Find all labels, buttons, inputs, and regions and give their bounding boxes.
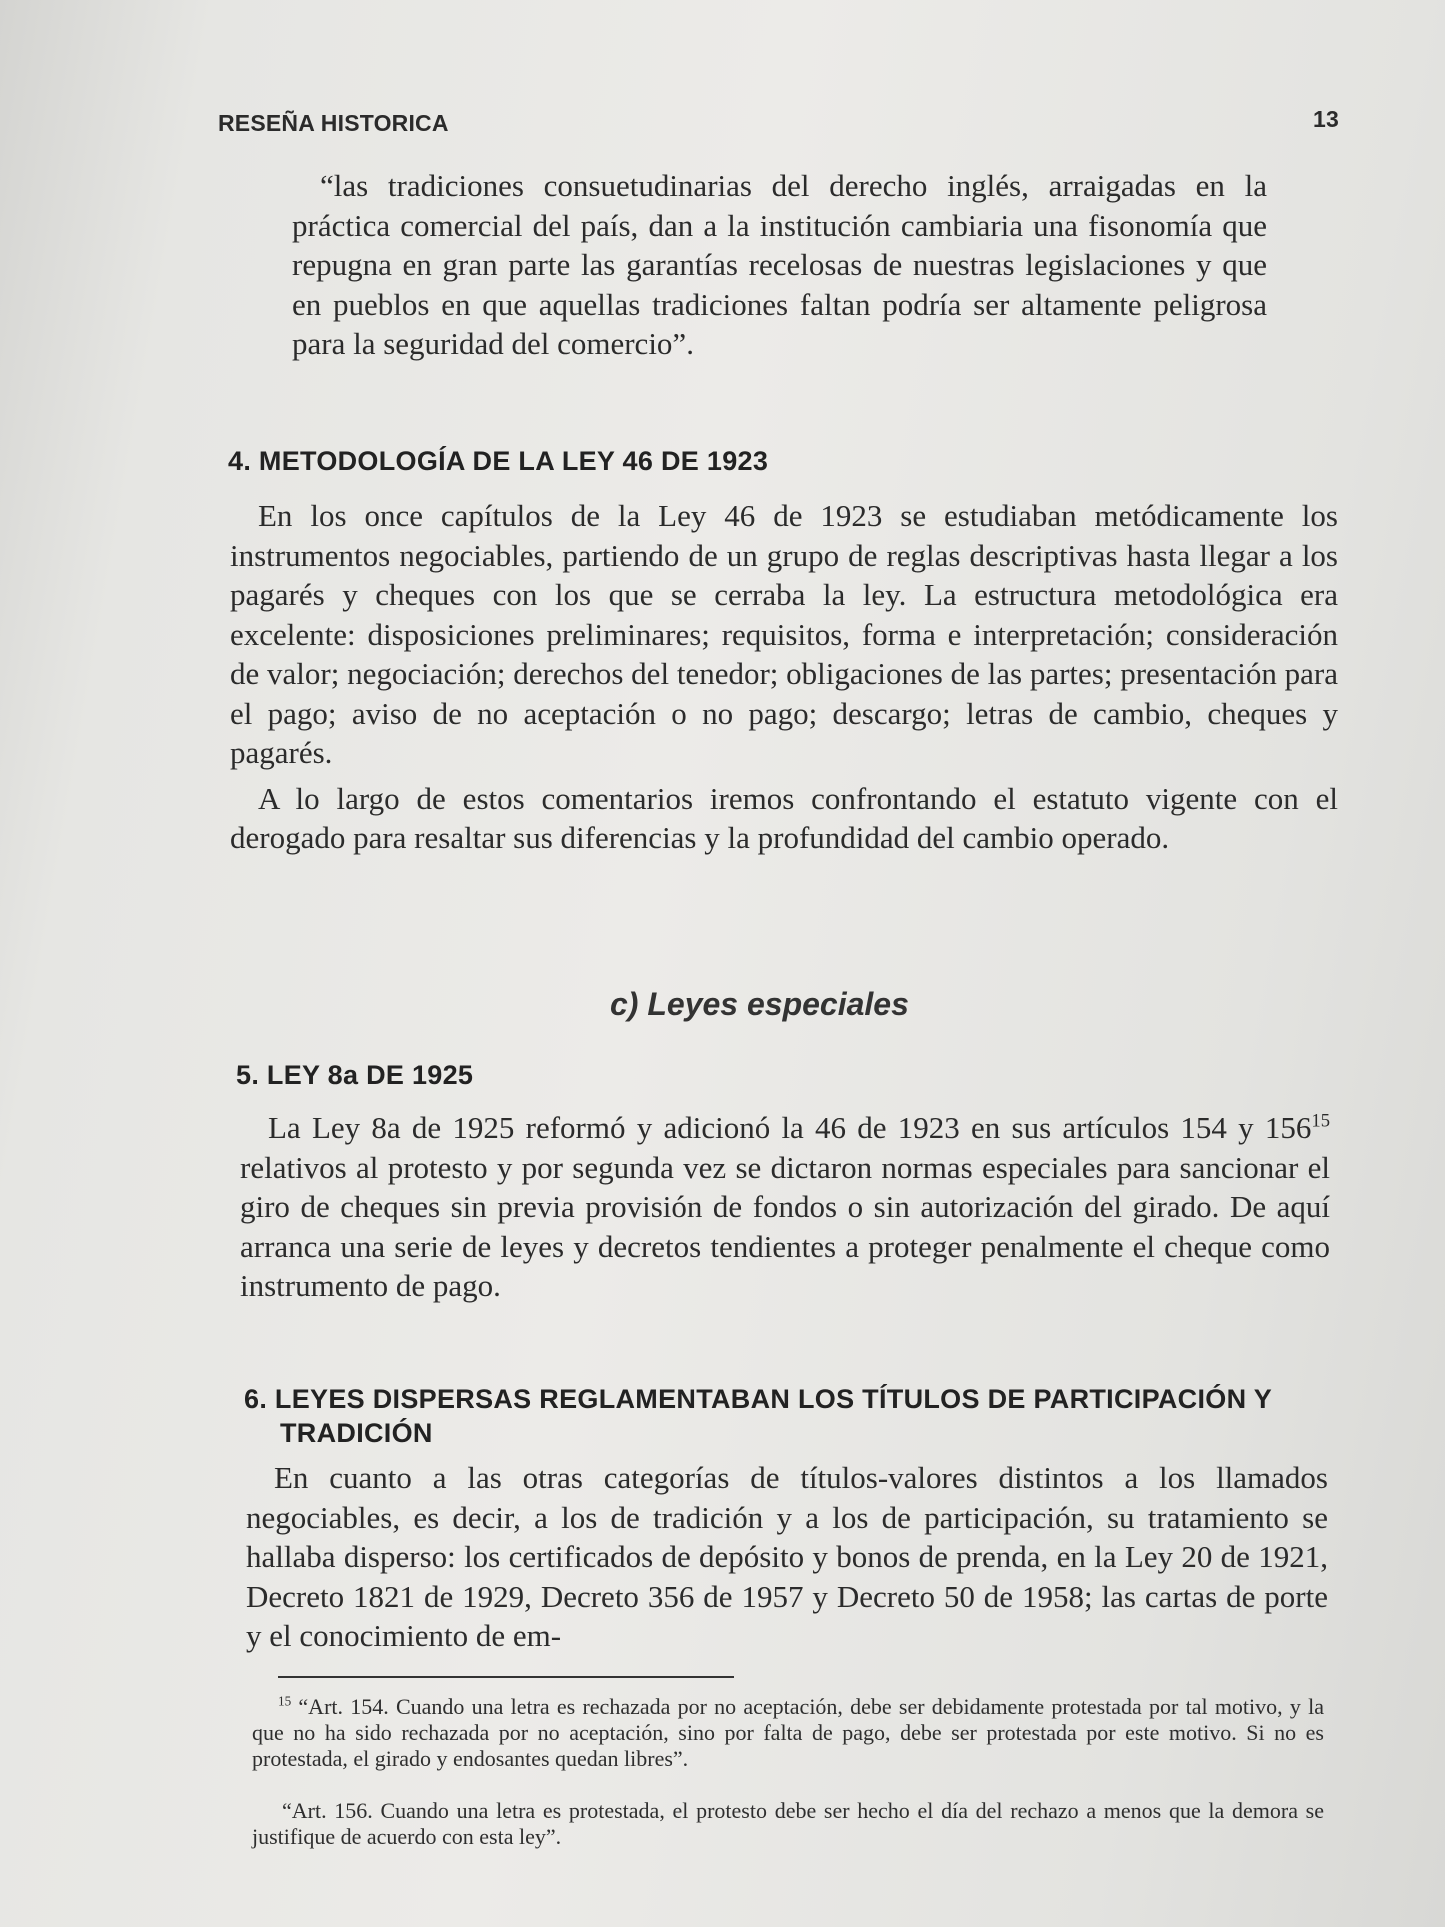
footnote-15-art-156: “Art. 156. Cuando una letra es protestada, el protesto debe ser hecho el día del rechazo a menos que la demora se justifique de acuerdo con esta ley”.	[252, 1798, 1324, 1849]
footnote-rule	[278, 1676, 734, 1678]
running-title: RESEÑA HISTORICA	[218, 110, 449, 136]
section-6-body	[246, 1458, 1328, 1662]
section-4-body	[230, 496, 1338, 864]
section-5-heading: 5. LEY 8a DE 1925	[236, 1060, 474, 1090]
footnote-15-text: “Art. 154. Cuando una letra es rechazada por no aceptación, debe ser debidamente protestada por tal motivo, y la que no ha sido rechazada por no aceptación, sino por falta de pago, debe ser protestada por este motivo. Si no es protestada, el girado y endosantes quedan libres”.	[252, 1694, 1324, 1771]
page-header	[218, 106, 1339, 140]
section-5-text-b: relativos al protesto y por segunda vez se dictaron normas especiales para sancionar el giro de cheques sin previa provisión de fondos o sin autorización del girado. De aquí arranca una serie de leyes y decretos tendientes a proteger penalmente el cheque como instrumento de pago.	[240, 1149, 1330, 1303]
footnote-15	[252, 1694, 1324, 1772]
section-4-paragraph-2: A lo largo de estos comentarios iremos confrontando el estatuto vigente con el derogado para resaltar sus diferencias y la profundidad del cambio operado.	[230, 780, 1338, 855]
page-number: 13	[1313, 106, 1339, 132]
section-4-heading: 4. METODOLOGÍA DE LA LEY 46 DE 1923	[228, 446, 769, 476]
section-5-body	[240, 1108, 1330, 1312]
section-5-paragraph-1	[240, 1108, 1330, 1306]
footnote-15-continued	[252, 1798, 1324, 1850]
section-6-heading	[244, 1382, 1272, 1450]
footnote-ref-15[interactable]: 15	[1311, 1110, 1330, 1132]
subsection-title: c) Leyes especiales	[610, 986, 909, 1022]
block-quote	[292, 166, 1267, 364]
section-5-text-a: La Ley 8a de 1925 reformó y adicionó la 46 de 1923 en sus artículos 154 y 156	[268, 1110, 1312, 1145]
section-6-heading-line-2: TRADICIÓN	[280, 1418, 433, 1448]
section-4-paragraph-1: En los once capítulos de la Ley 46 de 1923 se estudiaban metódicamente los instrumentos negociables, partiendo de un grupo de reglas descriptivas hasta llegar a los pagarés y cheques con los que se cerraba la ley. La estructura metodológica era excelente: disposiciones preliminares; requisitos, forma e interpretación; consideración de valor; negociación; derechos del tenedor; obligaciones de las partes; presentación para el pago; aviso de no aceptación o no pago; descargo; letras de cambio, cheques y pagarés.	[230, 498, 1338, 770]
section-6-paragraph-1: En cuanto a las otras categorías de títulos-valores distintos a los llamados negociables, es decir, a los de tradición y a los de participación, su tratamiento se hallaba disperso: los certificados de depósito y bonos de prenda, en la Ley 20 de 1921, Decreto 1821 de 1929, Decreto 356 de 1957 y Decreto 50 de 1958; las cartas de porte y el conocimiento de em-	[246, 1460, 1328, 1653]
section-6-heading-line-1: 6. LEYES DISPERSAS REGLAMENTABAN LOS TÍTULOS DE PARTICIPACIÓN Y	[244, 1384, 1272, 1414]
footnote-15-number: 15	[278, 1693, 292, 1709]
quote-text: “las tradiciones consuetudinarias del derecho inglés, arraigadas en la práctica comercial del país, dan a la institución cambiaria una fisonomía que repugna en gran parte las garantías recelosas de nuestras legislaciones y que en pueblos en que aquellas tradiciones faltan podría ser altamente peligrosa para la seguridad del comercio”.	[292, 168, 1267, 361]
